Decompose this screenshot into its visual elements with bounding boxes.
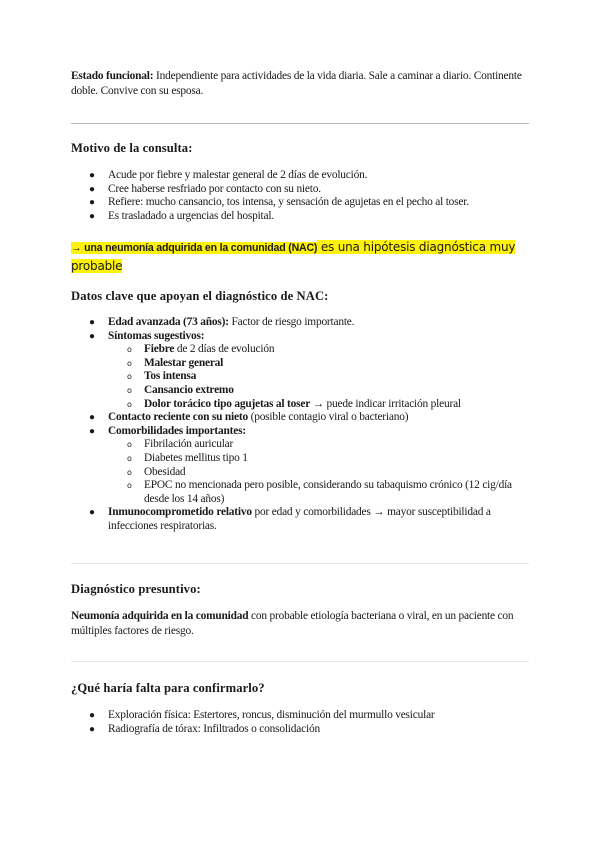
datos-section [71,289,531,304]
list-item: ● Exploración física: Estertores, roncus, disminución del murmullo vesicular [89,709,435,721]
list-item: o Dolor torácico tipo agujetas al toser → puede indicar irritación pleural [127,397,461,410]
sintomas-sublist [108,343,531,411]
confirmar-list [71,709,531,736]
datos-heading: Datos clave que apoyan el diagnóstico de NAC: [71,289,329,303]
comorbilidades-sublist [108,438,531,506]
confirmar-heading: ¿Qué haría falta para confirmarlo? [71,681,265,695]
list-item: o Fibrilación auricular [127,438,234,451]
list-item: ● Comorbilidades importantes: o Fibrilación auricular o Diabetes mellitus tipo 1 o Obesidad o EPOC no mencionada pero posible, considerando su tabaquismo crónico (12 cig/día desde los 14 años) [71,425,531,507]
estado-funcional-text: Independiente para actividades de la vida diaria. Sale a caminar a diario. Continente doble. Convive con su esposa. [71,70,522,97]
estado-funcional-label: Estado funcional: [71,70,154,82]
diagnostico-bold: Neumonía adquirida en la comunidad [71,610,249,622]
section-divider [71,563,529,564]
list-item: o Tos intensa [127,370,197,383]
list-item: ● Radiografía de tórax: Infiltrados o consolidación [89,722,320,735]
list-item: o Diabetes mellitus tipo 1 [127,451,248,464]
diagnostico-paragraph [71,609,531,639]
list-item: ● Acude por fiebre y malestar general de 2 días de evolución. [89,169,368,181]
list-item: ● Edad avanzada (73 años): Factor de riesgo importante. [89,316,355,328]
section-divider [71,661,529,662]
conclusion-highlight [71,238,531,276]
motivo-list-wrap [71,169,531,223]
list-item: ● Síntomas sugestivos: o Fiebre de 2 días de evolución o Malestar general o Tos intensa o Cansancio extremo o Dolor torácico tipo agujetas al toser → puede indicar irritación pleural [71,330,531,412]
datos-list [71,316,531,534]
motivo-list [71,169,531,223]
confirmar-list-wrap [71,709,531,736]
conclusion-highlight-part1: → una neumonía adquirida en la comunidad (NAC) [71,242,318,254]
list-item: o EPOC no mencionada pero posible, considerando su tabaquismo crónico (12 cig/día desde los 14 años) [127,479,512,505]
list-item: ● Refiere: mucho cansancio, tos intensa, y sensación de agujetas en el pecho al toser. [89,196,469,209]
list-item: ● Contacto reciente con su nieto (posible contagio viral o bacteriano) [89,411,409,424]
list-item: ● Inmunocomprometido relativo por edad y comorbilidades → mayor susceptibilidad a infecciones respiratorias. [89,506,491,532]
motivo-section [71,141,531,156]
motivo-heading: Motivo de la consulta: [71,141,193,155]
list-item: ● Es trasladado a urgencias del hospital. [89,209,274,222]
confirmar-section [71,681,531,696]
estado-funcional-paragraph [71,69,531,99]
list-item: ● Cree haberse resfriado por contacto con su nieto. [89,182,321,195]
diagnostico-section [71,582,531,597]
diagnostico-heading: Diagnóstico presuntivo: [71,582,201,596]
conclusion-highlight-part2: es una hipótesis diagnóstica muy probable [71,240,516,273]
list-item: o Malestar general [127,356,224,369]
list-item: o Cansancio extremo [127,383,234,396]
diagnostico-text: con probable etiología bacteriana o viral, en un paciente con múltiples factores de riesgo. [71,610,514,637]
datos-list-wrap [71,316,531,534]
section-divider [71,123,529,124]
list-item: o Fiebre de 2 días de evolución [127,343,275,356]
list-item: o Obesidad [127,465,186,478]
